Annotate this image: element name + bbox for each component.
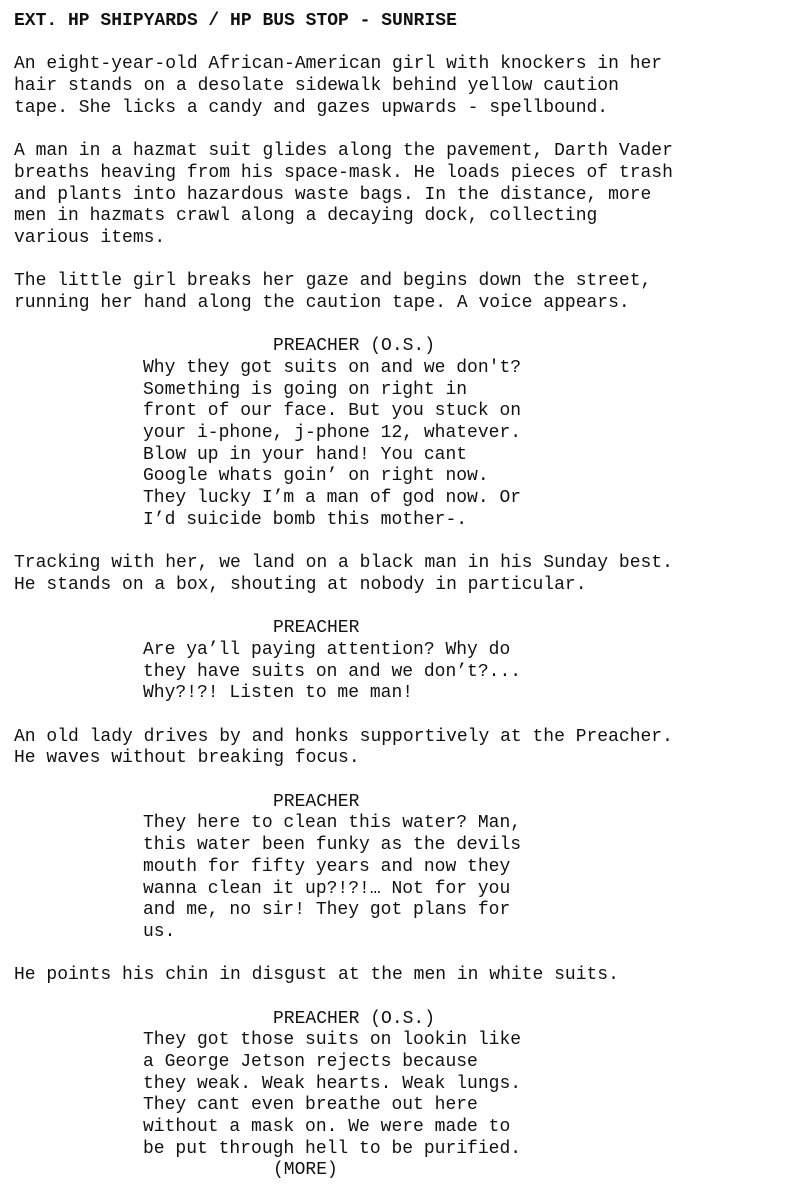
dialogue-line: they have suits on and we don’t?... [143,661,522,682]
action-block [14,965,794,987]
dialogue-line: front of our face. But you stuck on [143,401,522,422]
dialogue-line: They lucky I’m a man of god now. Or [143,488,522,509]
dialogue-line: mouth for fifty years and now they [143,856,511,877]
more-continuation: (MORE) [273,1160,338,1181]
action-line: He stands on a box, shouting at nobody in particular. [14,574,587,595]
dialogue-line: They here to clean this water? Man, [143,813,522,834]
dialogue-block [14,1009,794,1183]
dialogue-block [14,336,794,531]
dialogue-line: they weak. Weak hearts. Weak lungs. [143,1073,522,1094]
dialogue-line: without a mask on. We were made to [143,1117,511,1138]
dialogue-line: us. [143,921,176,942]
dialogue-block [14,618,794,705]
dialogue-line: They got those suits on lookin like [143,1030,522,1051]
action-line: Tracking with her, we land on a black man in his Sunday best. [14,553,673,574]
dialogue-line: a George Jetson rejects because [143,1052,478,1072]
dialogue-line: this water been funky as the devils [143,835,522,856]
scene-heading: EXT. HP SHIPYARDS / HP BUS STOP - SUNRISE [14,11,457,31]
action-line: A man in a hazmat suit glides along the pavement, Darth Vader [14,141,673,162]
action-block [14,553,794,596]
dialogue-line: Are ya’ll paying attention? Why do [143,639,511,660]
action-line: breaths heaving from his space-mask. He loads pieces of trash [14,162,673,183]
dialogue-line: Blow up in your hand! You cant [143,444,468,465]
dialogue-line: your i-phone, j-phone 12, whatever. [143,423,522,444]
action-line: An eight-year-old African-American girl with knockers in her [14,54,663,75]
action-block [14,54,794,119]
action-line: He waves without breaking focus. [14,748,360,769]
action-block [14,727,794,770]
dialogue-line: be put through hell to be purified. [143,1138,522,1159]
action-line: men in hazmats crawl along a decaying dock, collecting [14,206,598,227]
character-name: PREACHER (O.S.) [273,336,436,357]
dialogue-line: Why they got suits on and we don't? [143,358,522,378]
dialogue-line: Something is going on right in [143,379,468,400]
dialogue-block [14,792,794,944]
action-block [14,271,794,314]
dialogue-line: Google whats goin’ on right now. [143,466,489,487]
dialogue-line: Why?!?! Listen to me man! [143,683,414,704]
character-name: PREACHER (O.S.) [273,1008,436,1029]
action-block [14,141,794,249]
dialogue-line: wanna clean it up?!?!… Not for you [143,878,511,899]
dialogue-line: I’d suicide bomb this mother-. [143,509,468,530]
action-line: hair stands on a desolate sidewalk behind yellow caution [14,76,619,97]
action-line: An old lady drives by and honks supportively at the Preacher. [14,726,673,747]
screenplay-page [14,11,794,1204]
dialogue-line: They cant even breathe out here [143,1095,478,1116]
character-name: PREACHER [273,618,360,639]
character-name: PREACHER [273,791,360,812]
action-line: and plants into hazardous waste bags. In the distance, more [14,184,652,205]
dialogue-line: and me, no sir! They got plans for [143,900,511,921]
action-line: The little girl breaks her gaze and begins down the street, [14,271,652,292]
action-line: tape. She licks a candy and gazes upwards - spellbound. [14,97,609,118]
action-line: various items. [14,227,166,248]
action-line: running her hand along the caution tape. A voice appears. [14,292,630,313]
action-line: He points his chin in disgust at the men in white suits. [14,965,619,986]
